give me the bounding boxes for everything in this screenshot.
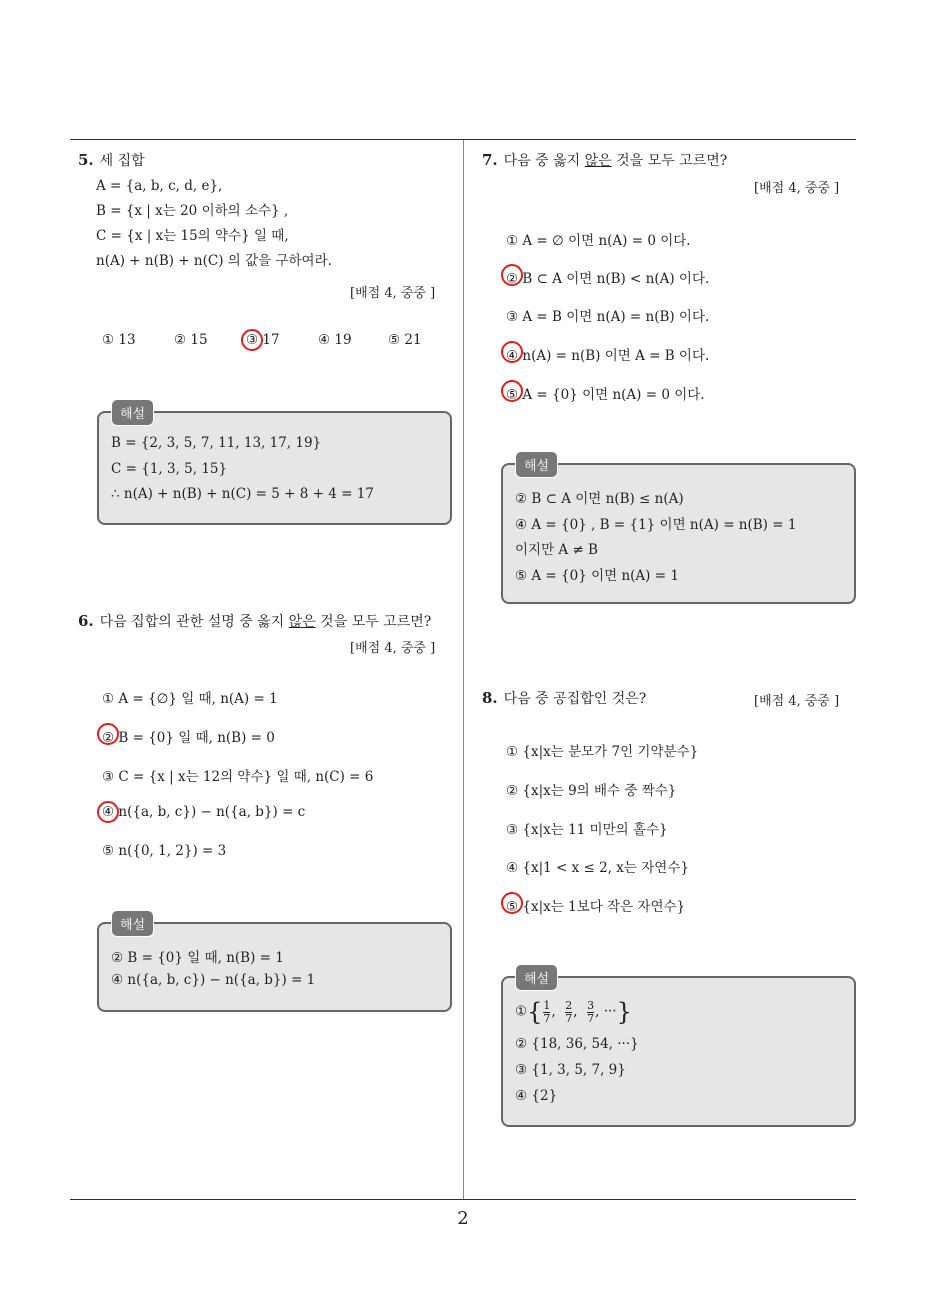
- left-brace-icon: {: [527, 998, 543, 1026]
- explanation-tag: 해설: [111, 910, 154, 937]
- fraction: $\frac{3}{7}$: [587, 998, 595, 1025]
- option-1[interactable]: ① A = {∅} 일 때, n(A) = 1: [102, 691, 278, 707]
- explanation-tag: 해설: [515, 451, 558, 478]
- underlined-word: 않은: [288, 614, 316, 630]
- explanation-box: [501, 972, 856, 1127]
- option-4[interactable]: ④ 19: [318, 332, 352, 348]
- option-3[interactable]: ③ A = B 이면 n(A) = n(B) 이다.: [506, 309, 710, 325]
- question-title: 다음 집합의 관한 설명 중 옳지: [99, 614, 289, 630]
- set-b: B = {x | x는 20 이하의 소수} ,: [96, 203, 289, 219]
- answer-mark: [501, 264, 523, 286]
- explanation-line: C = {1, 3, 5, 15}: [111, 461, 228, 477]
- question-title: 다음 중 옳지: [503, 153, 585, 169]
- option-marker: ①: [515, 1003, 528, 1020]
- explanation-line: ② {18, 36, 54, ···}: [515, 1036, 639, 1052]
- option-3[interactable]: ③ {x|x는 11 미만의 홀수}: [506, 822, 668, 838]
- explanation-line: ∴ n(A) + n(B) + n(C) = 5 + 8 + 4 = 17: [111, 486, 374, 502]
- explanation-line: ③ {1, 3, 5, 7, 9}: [515, 1062, 626, 1078]
- set-c: C = {x | x는 15의 약수} 일 때,: [96, 228, 289, 244]
- question-number: 7.: [482, 151, 498, 169]
- question-number: 8.: [482, 689, 498, 707]
- underlined-word: 않은: [584, 153, 612, 169]
- set-a: A = {a, b, c, d, e},: [96, 178, 223, 194]
- score-label: [배점 4, 중중 ]: [754, 694, 840, 709]
- explanation-line-fractions: ①{ $\frac{1}{7}$ , $\frac{2}{7}$ , $\frac{3}{7}$ , ···}: [515, 998, 632, 1026]
- explanation-line: ② B = {0} 일 때, n(B) = 1: [111, 950, 284, 966]
- option-2[interactable]: ② B = {0} 일 때, n(B) = 0: [102, 730, 275, 746]
- question-number: 5.: [78, 151, 94, 169]
- option-5[interactable]: ⑤ A = {0} 이면 n(A) = 0 이다.: [506, 387, 705, 403]
- option-3[interactable]: ③ C = {x | x는 12의 약수} 일 때, n(C) = 6: [102, 769, 374, 785]
- question-5-body: [96, 174, 332, 274]
- score-label: [배점 4, 중중 ]: [754, 181, 840, 196]
- option-4[interactable]: ④ n(A) = n(B) 이면 A = B 이다.: [506, 348, 710, 364]
- option-3[interactable]: ③ 17: [246, 332, 280, 348]
- option-5[interactable]: ⑤ {x|x는 1보다 작은 자연수}: [506, 899, 686, 915]
- explanation-tag: 해설: [111, 399, 154, 426]
- score-label: [배점 4, 중중 ]: [350, 286, 436, 301]
- answer-mark: [241, 329, 263, 351]
- fraction: $\frac{1}{7}$: [543, 998, 551, 1025]
- option-5[interactable]: ⑤ 21: [388, 332, 422, 348]
- question-number: 6.: [78, 612, 94, 630]
- option-2[interactable]: ② B ⊂ A 이면 n(B) < n(A) 이다.: [506, 271, 710, 287]
- question-7: [482, 150, 727, 171]
- right-brace-icon: }: [616, 998, 632, 1026]
- column-divider: [463, 140, 464, 1200]
- option-4[interactable]: ④ {x|1 < x ≤ 2, x는 자연수}: [506, 860, 689, 876]
- ellipsis: , ···: [595, 1003, 617, 1020]
- option-1[interactable]: ① {x|x는 분모가 7인 기약분수}: [506, 744, 699, 760]
- explanation-line: B = {2, 3, 5, 7, 11, 13, 17, 19}: [111, 435, 322, 451]
- question-5: [78, 150, 145, 171]
- answer-mark: [97, 801, 119, 823]
- option-1[interactable]: ① 13: [102, 332, 136, 348]
- score-label: [배점 4, 중중 ]: [350, 641, 436, 656]
- option-2[interactable]: ② {x|x는 9의 배수 중 짝수}: [506, 783, 677, 799]
- explanation-line: ② B ⊂ A 이면 n(B) ≤ n(A): [515, 491, 684, 507]
- explanation-line: ④ n({a, b, c}) − n({a, b}) = 1: [111, 972, 316, 988]
- answer-mark: [501, 341, 523, 363]
- bottom-rule: [70, 1199, 856, 1200]
- question-title-end: 것을 모두 고르면?: [315, 614, 432, 630]
- explanation-line: ⑤ A = {0} 이면 n(A) = 1: [515, 568, 679, 584]
- explanation-box: [97, 918, 452, 1012]
- question-title: 세 집합: [99, 153, 145, 169]
- answer-mark: [501, 380, 523, 402]
- explanation-tag: 해설: [515, 964, 558, 991]
- question-title: 다음 중 공집합인 것은?: [503, 691, 647, 707]
- option-5[interactable]: ⑤ n({0, 1, 2}) = 3: [102, 843, 227, 859]
- explanation-box: [97, 407, 452, 525]
- option-2[interactable]: ② 15: [174, 332, 208, 348]
- explanation-line: ④ A = {0} , B = {1} 이면 n(A) = n(B) = 1: [515, 517, 797, 533]
- explanation-line: 이지만 A ≠ B: [515, 542, 598, 558]
- fraction: $\frac{2}{7}$: [565, 998, 573, 1025]
- question-ask: n(A) + n(B) + n(C) 의 값을 구하여라.: [96, 253, 332, 269]
- answer-mark: [501, 892, 523, 914]
- explanation-box: [501, 459, 856, 604]
- question-6: [78, 611, 431, 632]
- option-4[interactable]: ④ n({a, b, c}) − n({a, b}) = c: [102, 804, 306, 820]
- option-1[interactable]: ① A = ∅ 이면 n(A) = 0 이다.: [506, 233, 691, 249]
- question-8: [482, 688, 646, 709]
- page-number: 2: [457, 1208, 469, 1229]
- answer-mark: [97, 723, 119, 745]
- explanation-line: ④ {2}: [515, 1088, 558, 1104]
- question-title-end: 것을 모두 고르면?: [611, 153, 728, 169]
